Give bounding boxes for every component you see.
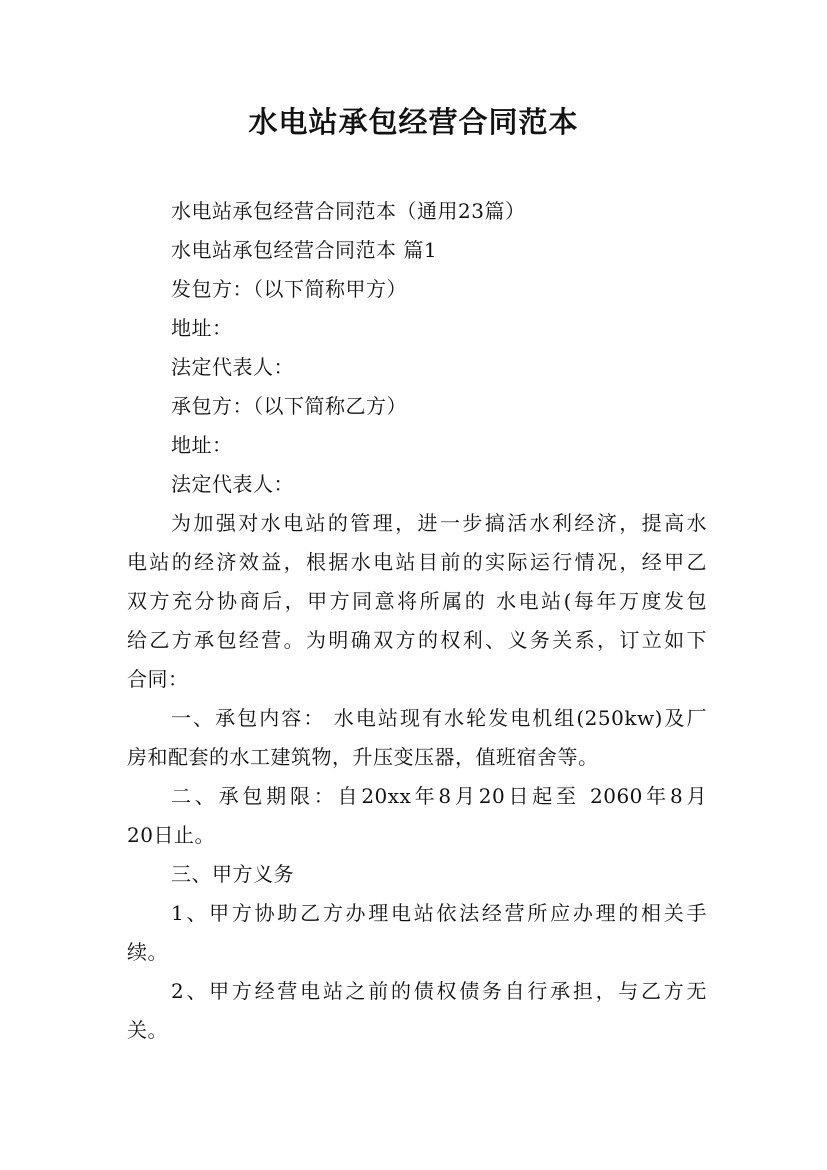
obligation-line: 续。 xyxy=(127,940,168,964)
party-a-line: 发包方：（以下简称甲方） xyxy=(171,277,407,301)
clause-term-line: 二、承包期限：自20xx年8月20日起至 2060年8月 xyxy=(171,784,707,808)
paragraph-line: 给乙方承包经营。为明确双方的权利、义务关系，订立如下 xyxy=(127,628,707,652)
party-a-representative: 法定代表人： xyxy=(171,355,294,379)
clause-content-line: 房和配套的水工建筑物，升压变压器，值班宿舍等。 xyxy=(127,745,599,769)
party-a-address: 地址： xyxy=(171,316,233,340)
party-b-address: 地址： xyxy=(171,433,233,457)
document-title: 水电站承包经营合同范本 xyxy=(248,105,579,139)
clause-content-line: 一、承包内容： 水电站现有水轮发电机组(250kw)及厂 xyxy=(171,706,707,730)
clause-term-line: 20日止。 xyxy=(127,823,215,847)
paragraph-line: 电站的经济效益，根据水电站目前的实际运行情况，经甲乙 xyxy=(127,550,707,574)
subtitle-line: 水电站承包经营合同范本（通用23篇） xyxy=(171,199,526,223)
paragraph-line: 合同： xyxy=(127,667,189,691)
party-b-representative: 法定代表人： xyxy=(171,472,294,496)
paragraph-line: 双方充分协商后，甲方同意将所属的 水电站(每年万度发包 xyxy=(127,589,707,613)
obligation-line: 1、甲方协助乙方办理电站依法经营所应办理的相关手 xyxy=(171,901,707,925)
document-body xyxy=(127,192,707,1050)
obligation-line: 2、甲方经营电站之前的债权债务自行承担，与乙方无 xyxy=(171,979,707,1003)
party-b-line: 承包方：（以下简称乙方） xyxy=(171,394,407,418)
paragraph-line: 为加强对水电站的管理，进一步搞活水利经济，提高水 xyxy=(171,511,707,535)
section-heading: 水电站承包经营合同范本 篇1 xyxy=(171,238,438,262)
clause-obligations-heading: 三、甲方义务 xyxy=(171,862,294,886)
obligation-line: 关。 xyxy=(127,1018,168,1042)
